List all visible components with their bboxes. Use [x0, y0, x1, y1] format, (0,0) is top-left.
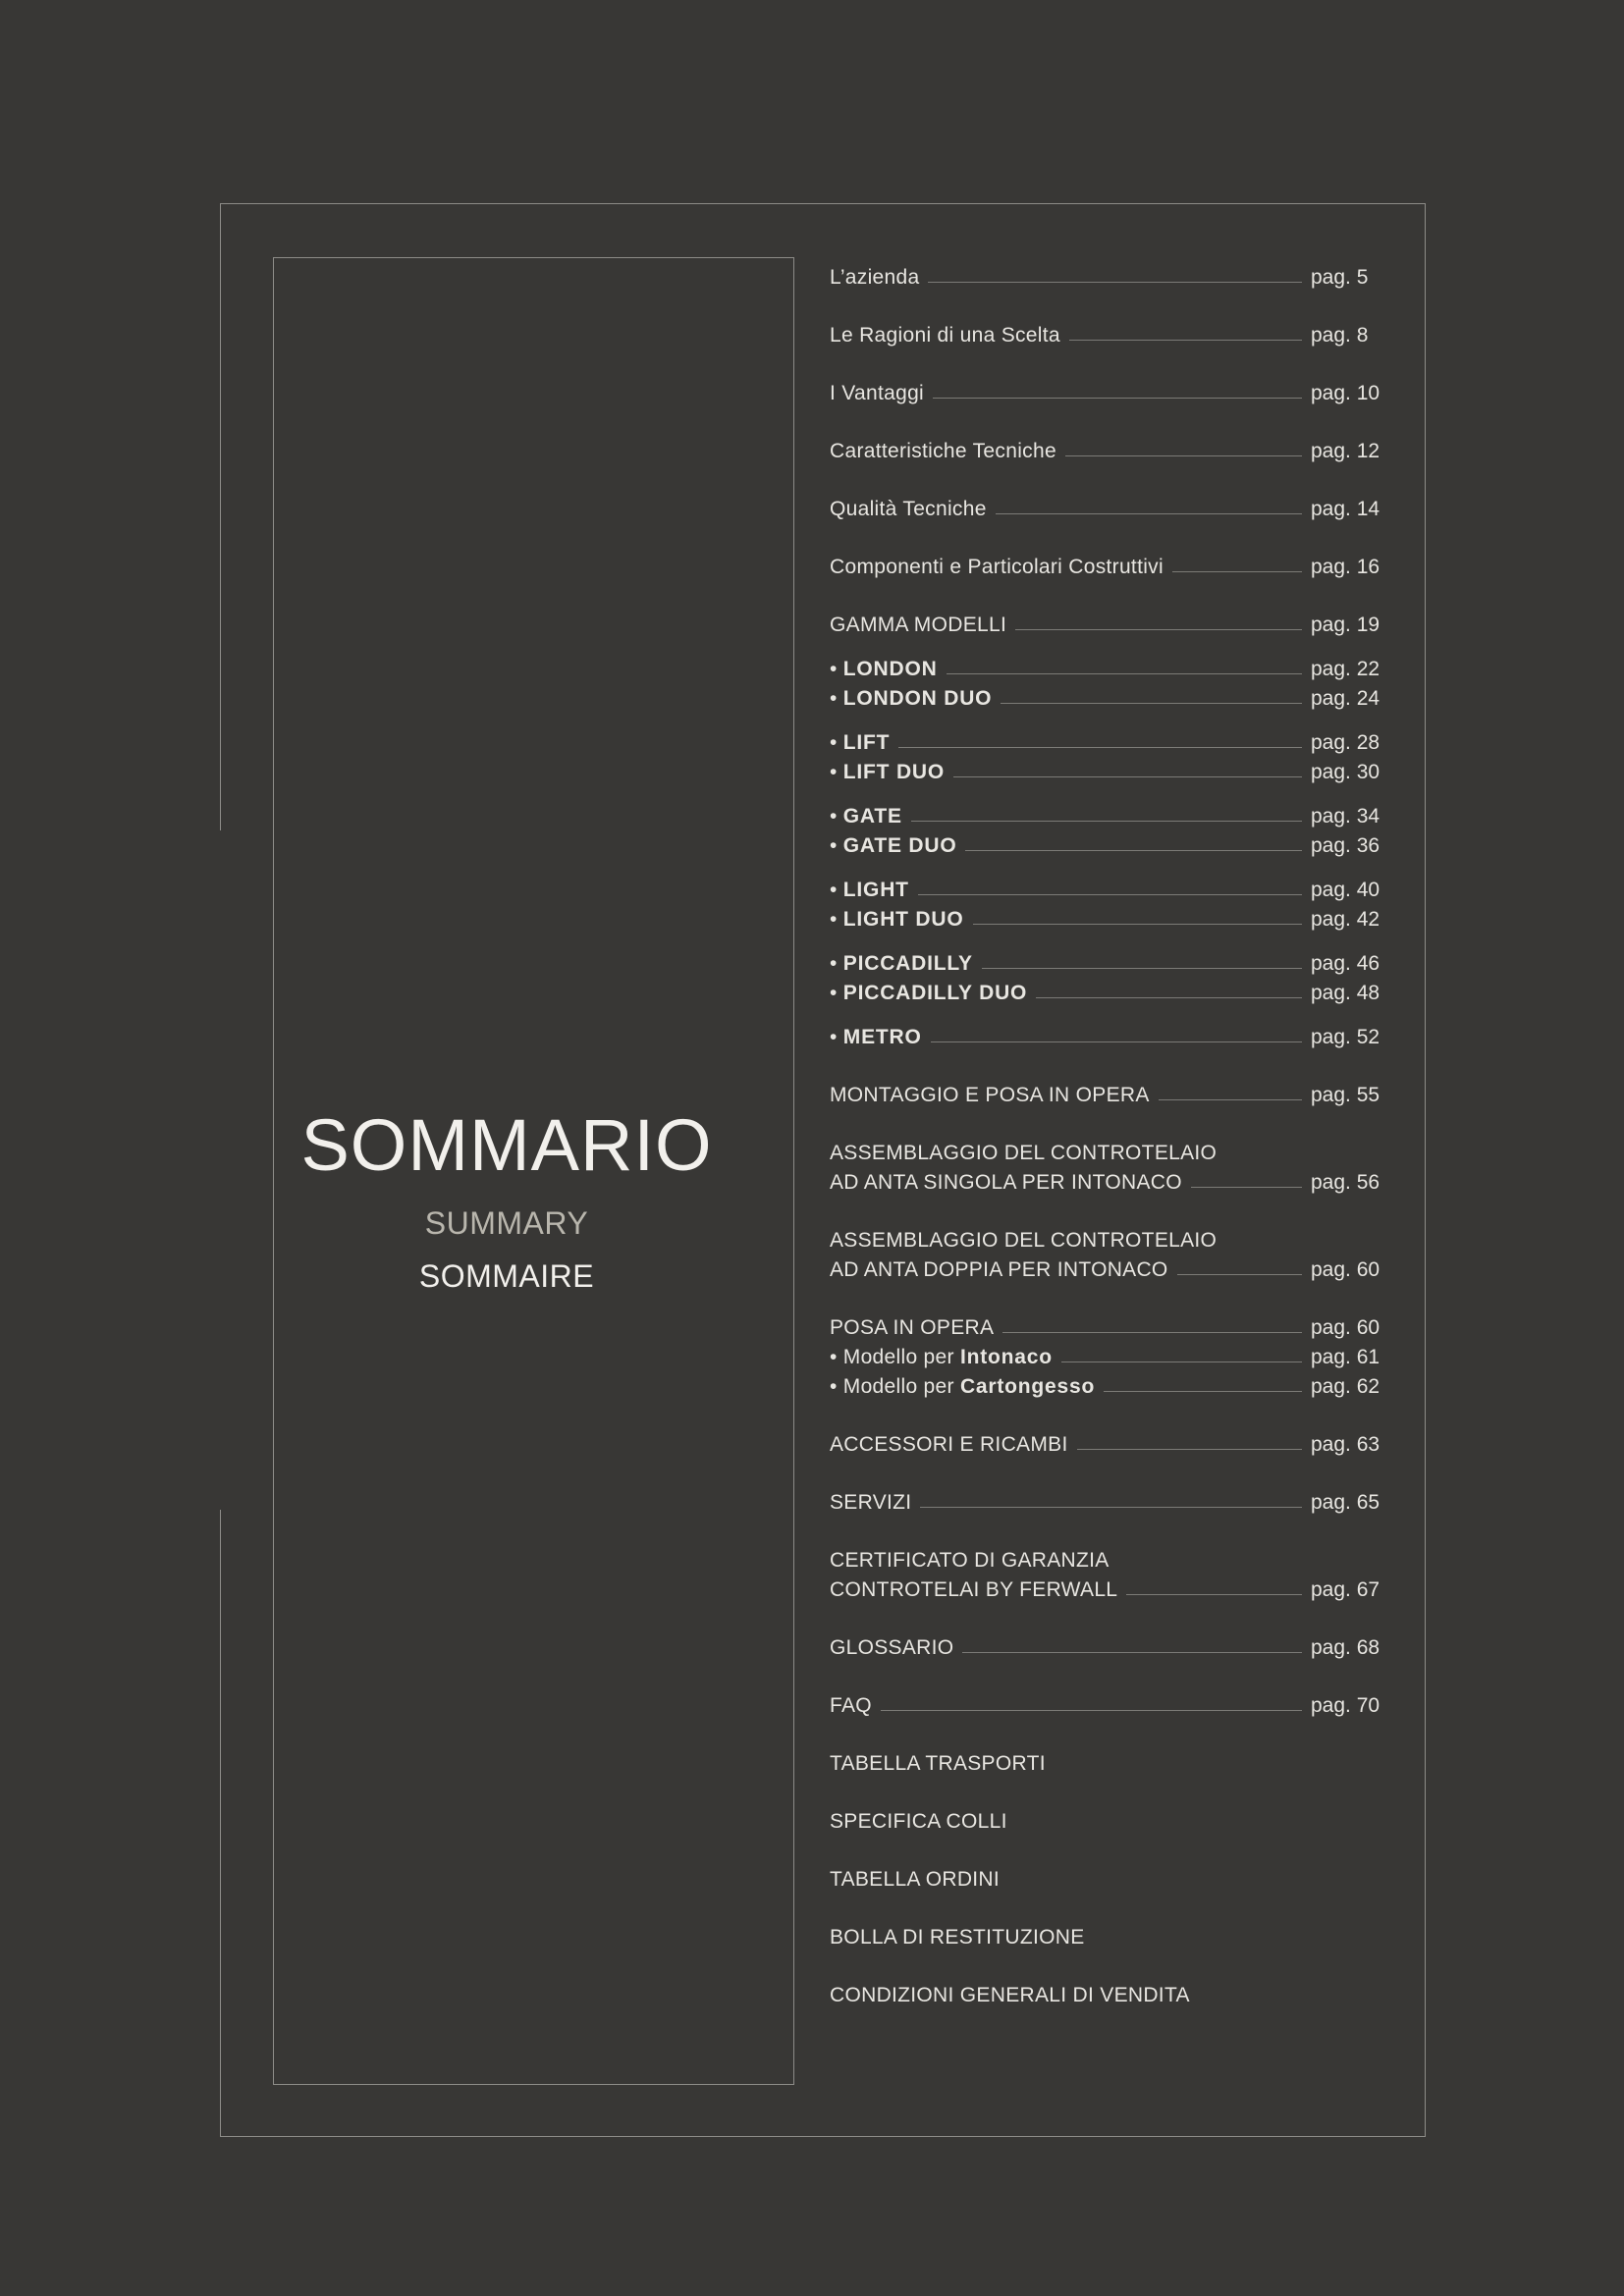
- toc-entry: [830, 979, 1391, 1008]
- toc-entry-label: [830, 1168, 1182, 1198]
- toc-entry-label: [830, 1255, 1168, 1285]
- toc-page-number: pag. 63: [1311, 1433, 1380, 1456]
- toc-leader-line: [1177, 1274, 1302, 1275]
- toc-label-text: FAQ: [830, 1694, 872, 1717]
- toc-entry-label: [830, 1023, 922, 1052]
- toc-leader-line: [982, 968, 1302, 969]
- toc-entry: [830, 1139, 1391, 1168]
- toc-label-text: Le Ragioni di una Scelta: [830, 324, 1060, 347]
- toc-leader-line: [881, 1710, 1302, 1711]
- toc-label-text: L’azienda: [830, 266, 920, 289]
- toc-label-text: Caratteristiche Tecniche: [830, 440, 1056, 462]
- toc-entry: [830, 758, 1391, 787]
- toc-page-number: pag. 62: [1311, 1375, 1380, 1398]
- toc-label-text: TABELLA TRASPORTI: [830, 1752, 1046, 1775]
- toc-label-bold: GATE: [842, 805, 902, 828]
- toc-entry: [830, 1807, 1391, 1837]
- toc-leader-line: [965, 850, 1302, 851]
- toc-entry: [830, 1691, 1391, 1721]
- toc-leader-line: [947, 673, 1302, 674]
- toc-entry-label: [830, 379, 924, 408]
- toc-entry: [830, 1023, 1391, 1052]
- toc-label-bold: Intonaco: [959, 1346, 1053, 1368]
- toc-label-text: SERVIZI: [830, 1491, 912, 1514]
- toc-label-text: CERTIFICATO DI GARANZIA: [830, 1549, 1110, 1572]
- toc-leader-line: [953, 776, 1302, 777]
- toc-label-text: •: [830, 761, 843, 783]
- toc-entry: [830, 437, 1391, 466]
- toc-entry: [830, 831, 1391, 861]
- toc-entry: [830, 1575, 1391, 1605]
- toc-label-text: •: [830, 908, 843, 931]
- toc-page-number: pag. 28: [1311, 731, 1380, 754]
- toc-label-bold: LIGHT: [842, 879, 909, 901]
- toc-label-text: •: [830, 805, 843, 828]
- toc-entry-label: [830, 1749, 1046, 1779]
- toc-page-number: pag. 67: [1311, 1578, 1380, 1601]
- toc-page-number: pag. 14: [1311, 498, 1380, 520]
- toc-entry-label: [830, 758, 945, 787]
- toc-page-number: pag. 70: [1311, 1694, 1380, 1717]
- toc-leader-line: [1104, 1391, 1302, 1392]
- toc-entry: [830, 1372, 1391, 1402]
- toc-entry: [830, 1313, 1391, 1343]
- toc-leader-line: [1069, 340, 1302, 341]
- toc-leader-line: [911, 821, 1302, 822]
- toc-page-number: pag. 40: [1311, 879, 1380, 901]
- toc-leader-line: [1191, 1187, 1302, 1188]
- toc-leader-line: [931, 1041, 1302, 1042]
- toc-leader-line: [920, 1507, 1302, 1508]
- toc-page-number: pag. 34: [1311, 805, 1380, 828]
- toc-entry-label: [830, 1807, 1007, 1837]
- toc-label-bold: GATE DUO: [842, 834, 957, 857]
- toc-entry: [830, 1633, 1391, 1663]
- toc-entry-label: [830, 495, 987, 524]
- toc-entry-label: [830, 1226, 1217, 1255]
- toc-leader-line: [1015, 629, 1302, 630]
- toc-label-bold: LIGHT DUO: [842, 908, 964, 931]
- subtitle-french: SOMMAIRE: [418, 1258, 595, 1294]
- toc-leader-line: [1036, 997, 1302, 998]
- toc-leader-line: [898, 747, 1302, 748]
- toc-label-text: GLOSSARIO: [830, 1636, 954, 1659]
- toc-page-number: pag. 55: [1311, 1084, 1380, 1106]
- toc-entry-label: [830, 1081, 1150, 1110]
- toc-entry: [830, 1343, 1391, 1372]
- toc-page-number: pag. 5: [1311, 266, 1369, 289]
- table-of-contents: [830, 263, 1391, 2010]
- toc-entry-label: [830, 684, 992, 714]
- toc-label-text: TABELLA ORDINI: [830, 1868, 1001, 1891]
- toc-entry: [830, 1546, 1391, 1575]
- toc-label-text: CONDIZIONI GENERALI DI VENDITA: [830, 1984, 1190, 2006]
- toc-label-text: • Modello per: [830, 1346, 960, 1368]
- toc-entry-label: [830, 611, 1006, 640]
- toc-leader-line: [1002, 1332, 1302, 1333]
- toc-leader-line: [933, 398, 1302, 399]
- toc-entry-label: [830, 1923, 1085, 1952]
- toc-label-text: •: [830, 952, 843, 975]
- toc-page-number: pag. 60: [1311, 1316, 1380, 1339]
- toc-entry: [830, 802, 1391, 831]
- toc-entry-label: [830, 1633, 953, 1663]
- toc-label-bold: PICCADILLY: [842, 952, 973, 975]
- toc-page-number: pag. 8: [1311, 324, 1369, 347]
- toc-page-number: pag. 60: [1311, 1258, 1380, 1281]
- toc-leader-line: [996, 513, 1302, 514]
- toc-label-text: AD ANTA SINGOLA PER INTONACO: [830, 1171, 1182, 1194]
- toc-entry: [830, 728, 1391, 758]
- toc-entry: [830, 1081, 1391, 1110]
- toc-label-bold: LONDON DUO: [842, 687, 993, 710]
- toc-label-bold: LIFT: [842, 731, 891, 754]
- toc-page-number: pag. 61: [1311, 1346, 1380, 1368]
- toc-leader-line: [1126, 1594, 1302, 1595]
- toc-label-text: •: [830, 879, 843, 901]
- toc-entry-label: [830, 1430, 1068, 1460]
- toc-entry: [830, 611, 1391, 640]
- toc-page-number: pag. 42: [1311, 908, 1380, 931]
- toc-entry: [830, 1488, 1391, 1518]
- toc-entry-label: [830, 728, 890, 758]
- toc-label-text: MONTAGGIO E POSA IN OPERA: [830, 1084, 1150, 1106]
- toc-label-text: ACCESSORI E RICAMBI: [830, 1433, 1068, 1456]
- toc-leader-line: [918, 894, 1302, 895]
- title-block: [273, 1104, 740, 1294]
- toc-leader-line: [928, 282, 1302, 283]
- toc-entry-label: [830, 831, 956, 861]
- toc-label-text: •: [830, 731, 843, 754]
- toc-leader-line: [1001, 703, 1302, 704]
- toc-label-text: I Vantaggi: [830, 382, 925, 404]
- toc-label-bold: PICCADILLY DUO: [842, 982, 1028, 1004]
- toc-entry-label: [830, 655, 938, 684]
- toc-entry-label: [830, 1372, 1095, 1402]
- toc-page-number: pag. 68: [1311, 1636, 1380, 1659]
- toc-label-bold: LIFT DUO: [842, 761, 946, 783]
- toc-label-text: GAMMA MODELLI: [830, 614, 1007, 636]
- toc-page-number: pag. 10: [1311, 382, 1380, 404]
- toc-label-text: •: [830, 658, 843, 680]
- toc-entry-label: [830, 1139, 1217, 1168]
- toc-label-text: BOLLA DI RESTITUZIONE: [830, 1926, 1085, 1949]
- toc-entry: [830, 321, 1391, 350]
- toc-page-number: pag. 56: [1311, 1171, 1380, 1194]
- toc-entry-label: [830, 1575, 1117, 1605]
- toc-entry: [830, 1255, 1391, 1285]
- toc-entry-label: [830, 437, 1056, 466]
- toc-label-text: Componenti e Particolari Costruttivi: [830, 556, 1164, 578]
- toc-entry-label: [830, 949, 973, 979]
- toc-label-bold: Cartongesso: [959, 1375, 1096, 1398]
- toc-entry-label: [830, 802, 902, 831]
- toc-label-text: Qualità Tecniche: [830, 498, 987, 520]
- toc-leader-line: [1077, 1449, 1302, 1450]
- toc-label-bold: LONDON: [842, 658, 938, 680]
- toc-page-number: pag. 22: [1311, 658, 1380, 680]
- toc-entry: [830, 553, 1391, 582]
- toc-entry: [830, 1226, 1391, 1255]
- toc-label-text: • Modello per: [830, 1375, 960, 1398]
- toc-entry: [830, 263, 1391, 293]
- toc-entry-label: [830, 1313, 994, 1343]
- toc-entry: [830, 1749, 1391, 1779]
- toc-entry: [830, 876, 1391, 905]
- toc-label-text: •: [830, 982, 843, 1004]
- toc-entry-label: [830, 263, 919, 293]
- toc-entry-label: [830, 1865, 1000, 1895]
- toc-page-number: pag. 36: [1311, 834, 1380, 857]
- toc-entry: [830, 949, 1391, 979]
- toc-page-number: pag. 24: [1311, 687, 1380, 710]
- toc-label-text: AD ANTA DOPPIA PER INTONACO: [830, 1258, 1168, 1281]
- toc-entry-label: [830, 979, 1027, 1008]
- toc-label-text: SPECIFICA COLLI: [830, 1810, 1007, 1833]
- toc-entry-label: [830, 1488, 911, 1518]
- toc-leader-line: [1065, 455, 1302, 456]
- toc-page-number: pag. 16: [1311, 556, 1380, 578]
- subtitle-english: SUMMARY: [424, 1205, 589, 1241]
- toc-entry: [830, 905, 1391, 934]
- toc-entry: [830, 1168, 1391, 1198]
- toc-entry-label: [830, 1343, 1053, 1372]
- toc-leader-line: [1172, 571, 1302, 572]
- toc-page-number: pag. 19: [1311, 614, 1380, 636]
- toc-entry: [830, 1865, 1391, 1895]
- toc-label-text: •: [830, 834, 843, 857]
- frame-gap: [218, 830, 275, 1510]
- toc-entry: [830, 655, 1391, 684]
- toc-label-bold: METRO: [842, 1026, 922, 1048]
- toc-leader-line: [973, 924, 1303, 925]
- toc-label-text: •: [830, 687, 843, 710]
- toc-label-text: CONTROTELAI BY FERWALL: [830, 1578, 1118, 1601]
- toc-leader-line: [962, 1652, 1302, 1653]
- toc-label-text: •: [830, 1026, 843, 1048]
- toc-entry: [830, 1923, 1391, 1952]
- toc-entry-label: [830, 321, 1060, 350]
- toc-entry: [830, 1430, 1391, 1460]
- toc-entry-label: [830, 905, 964, 934]
- toc-label-text: ASSEMBLAGGIO DEL CONTROTELAIO: [830, 1229, 1218, 1252]
- toc-entry: [830, 1981, 1391, 2010]
- toc-entry-label: [830, 1691, 872, 1721]
- toc-entry: [830, 379, 1391, 408]
- toc-entry-label: [830, 1981, 1190, 2010]
- page-title: SOMMARIO: [300, 1104, 713, 1186]
- toc-leader-line: [1159, 1099, 1302, 1100]
- toc-entry-label: [830, 553, 1164, 582]
- toc-label-text: ASSEMBLAGGIO DEL CONTROTELAIO: [830, 1142, 1218, 1164]
- toc-page-number: pag. 12: [1311, 440, 1380, 462]
- toc-entry-label: [830, 876, 909, 905]
- toc-page-number: pag. 46: [1311, 952, 1380, 975]
- toc-page-number: pag. 30: [1311, 761, 1380, 783]
- toc-label-text: POSA IN OPERA: [830, 1316, 995, 1339]
- toc-page-number: pag. 65: [1311, 1491, 1380, 1514]
- toc-entry-label: [830, 1546, 1110, 1575]
- toc-entry: [830, 495, 1391, 524]
- toc-page-number: pag. 52: [1311, 1026, 1380, 1048]
- toc-page-number: pag. 48: [1311, 982, 1380, 1004]
- toc-entry: [830, 684, 1391, 714]
